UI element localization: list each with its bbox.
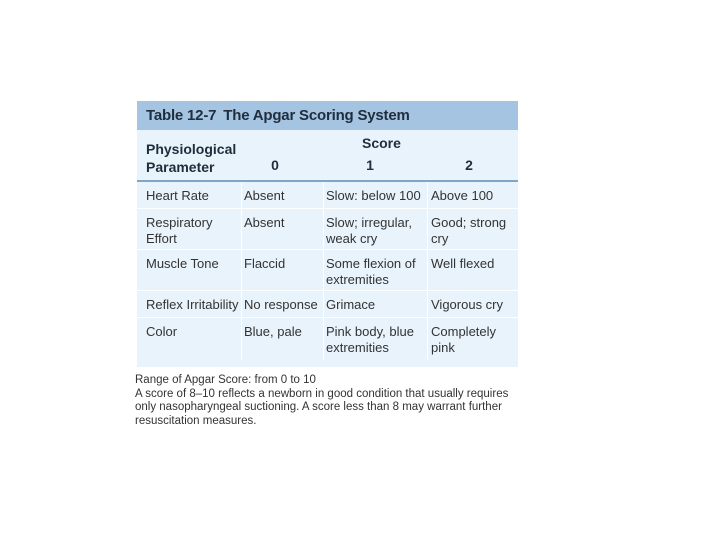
score-header: Score bbox=[362, 135, 401, 151]
row-score-2: Well flexed bbox=[431, 256, 495, 271]
row-score-0: Absent bbox=[244, 215, 285, 230]
row-score-0: Absent bbox=[244, 188, 285, 203]
row-score-1: Slow; irregular, weak cry bbox=[326, 215, 412, 246]
table-footnote bbox=[135, 374, 525, 428]
row-param: Respiratory Effort bbox=[146, 215, 213, 246]
row-score-0: No response bbox=[244, 297, 318, 312]
table-row bbox=[137, 291, 518, 318]
row-score-2: Good; strong cry bbox=[431, 215, 507, 246]
row-score-0: Flaccid bbox=[244, 256, 286, 271]
param-header bbox=[146, 140, 246, 176]
param-header-line1: Physiological bbox=[146, 141, 237, 157]
score-column-2: 2 bbox=[465, 157, 473, 173]
table-title: The Apgar Scoring System bbox=[223, 107, 410, 124]
table-row bbox=[137, 250, 518, 291]
param-header-line2: Parameter bbox=[146, 159, 215, 175]
footnote-range: Range of Apgar Score: from 0 to 10 bbox=[135, 374, 316, 386]
row-param: Reflex Irritability bbox=[146, 297, 239, 312]
row-score-1: Pink body, blue extremities bbox=[326, 324, 414, 355]
table-number: Table 12-7 bbox=[146, 107, 217, 124]
row-score-2: Vigorous cry bbox=[431, 297, 504, 312]
score-column-0: 0 bbox=[271, 157, 279, 173]
table-body bbox=[137, 182, 518, 360]
row-score-0: Blue, pale bbox=[244, 324, 302, 339]
table-title-bar bbox=[137, 101, 518, 130]
row-score-2: Completely pink bbox=[431, 324, 497, 355]
row-score-1: Slow: below 100 bbox=[326, 188, 421, 203]
table-row bbox=[137, 209, 518, 250]
footnote-explanation: A score of 8–10 reflects a newborn in good condition that usually requires only nasopharyngeal suctioning. A score less than 8 may warrant further resuscitation measures. bbox=[135, 387, 509, 427]
row-score-2: Above 100 bbox=[431, 188, 494, 203]
row-param: Heart Rate bbox=[146, 188, 209, 203]
score-column-1: 1 bbox=[366, 157, 374, 173]
row-param: Muscle Tone bbox=[146, 256, 219, 271]
table-header bbox=[137, 130, 518, 182]
table-row bbox=[137, 182, 518, 209]
apgar-table bbox=[137, 101, 518, 367]
row-score-1: Grimace bbox=[326, 297, 376, 312]
row-param: Color bbox=[146, 324, 178, 339]
table-row bbox=[137, 318, 518, 360]
row-score-1: Some flexion of extremities bbox=[326, 256, 416, 287]
